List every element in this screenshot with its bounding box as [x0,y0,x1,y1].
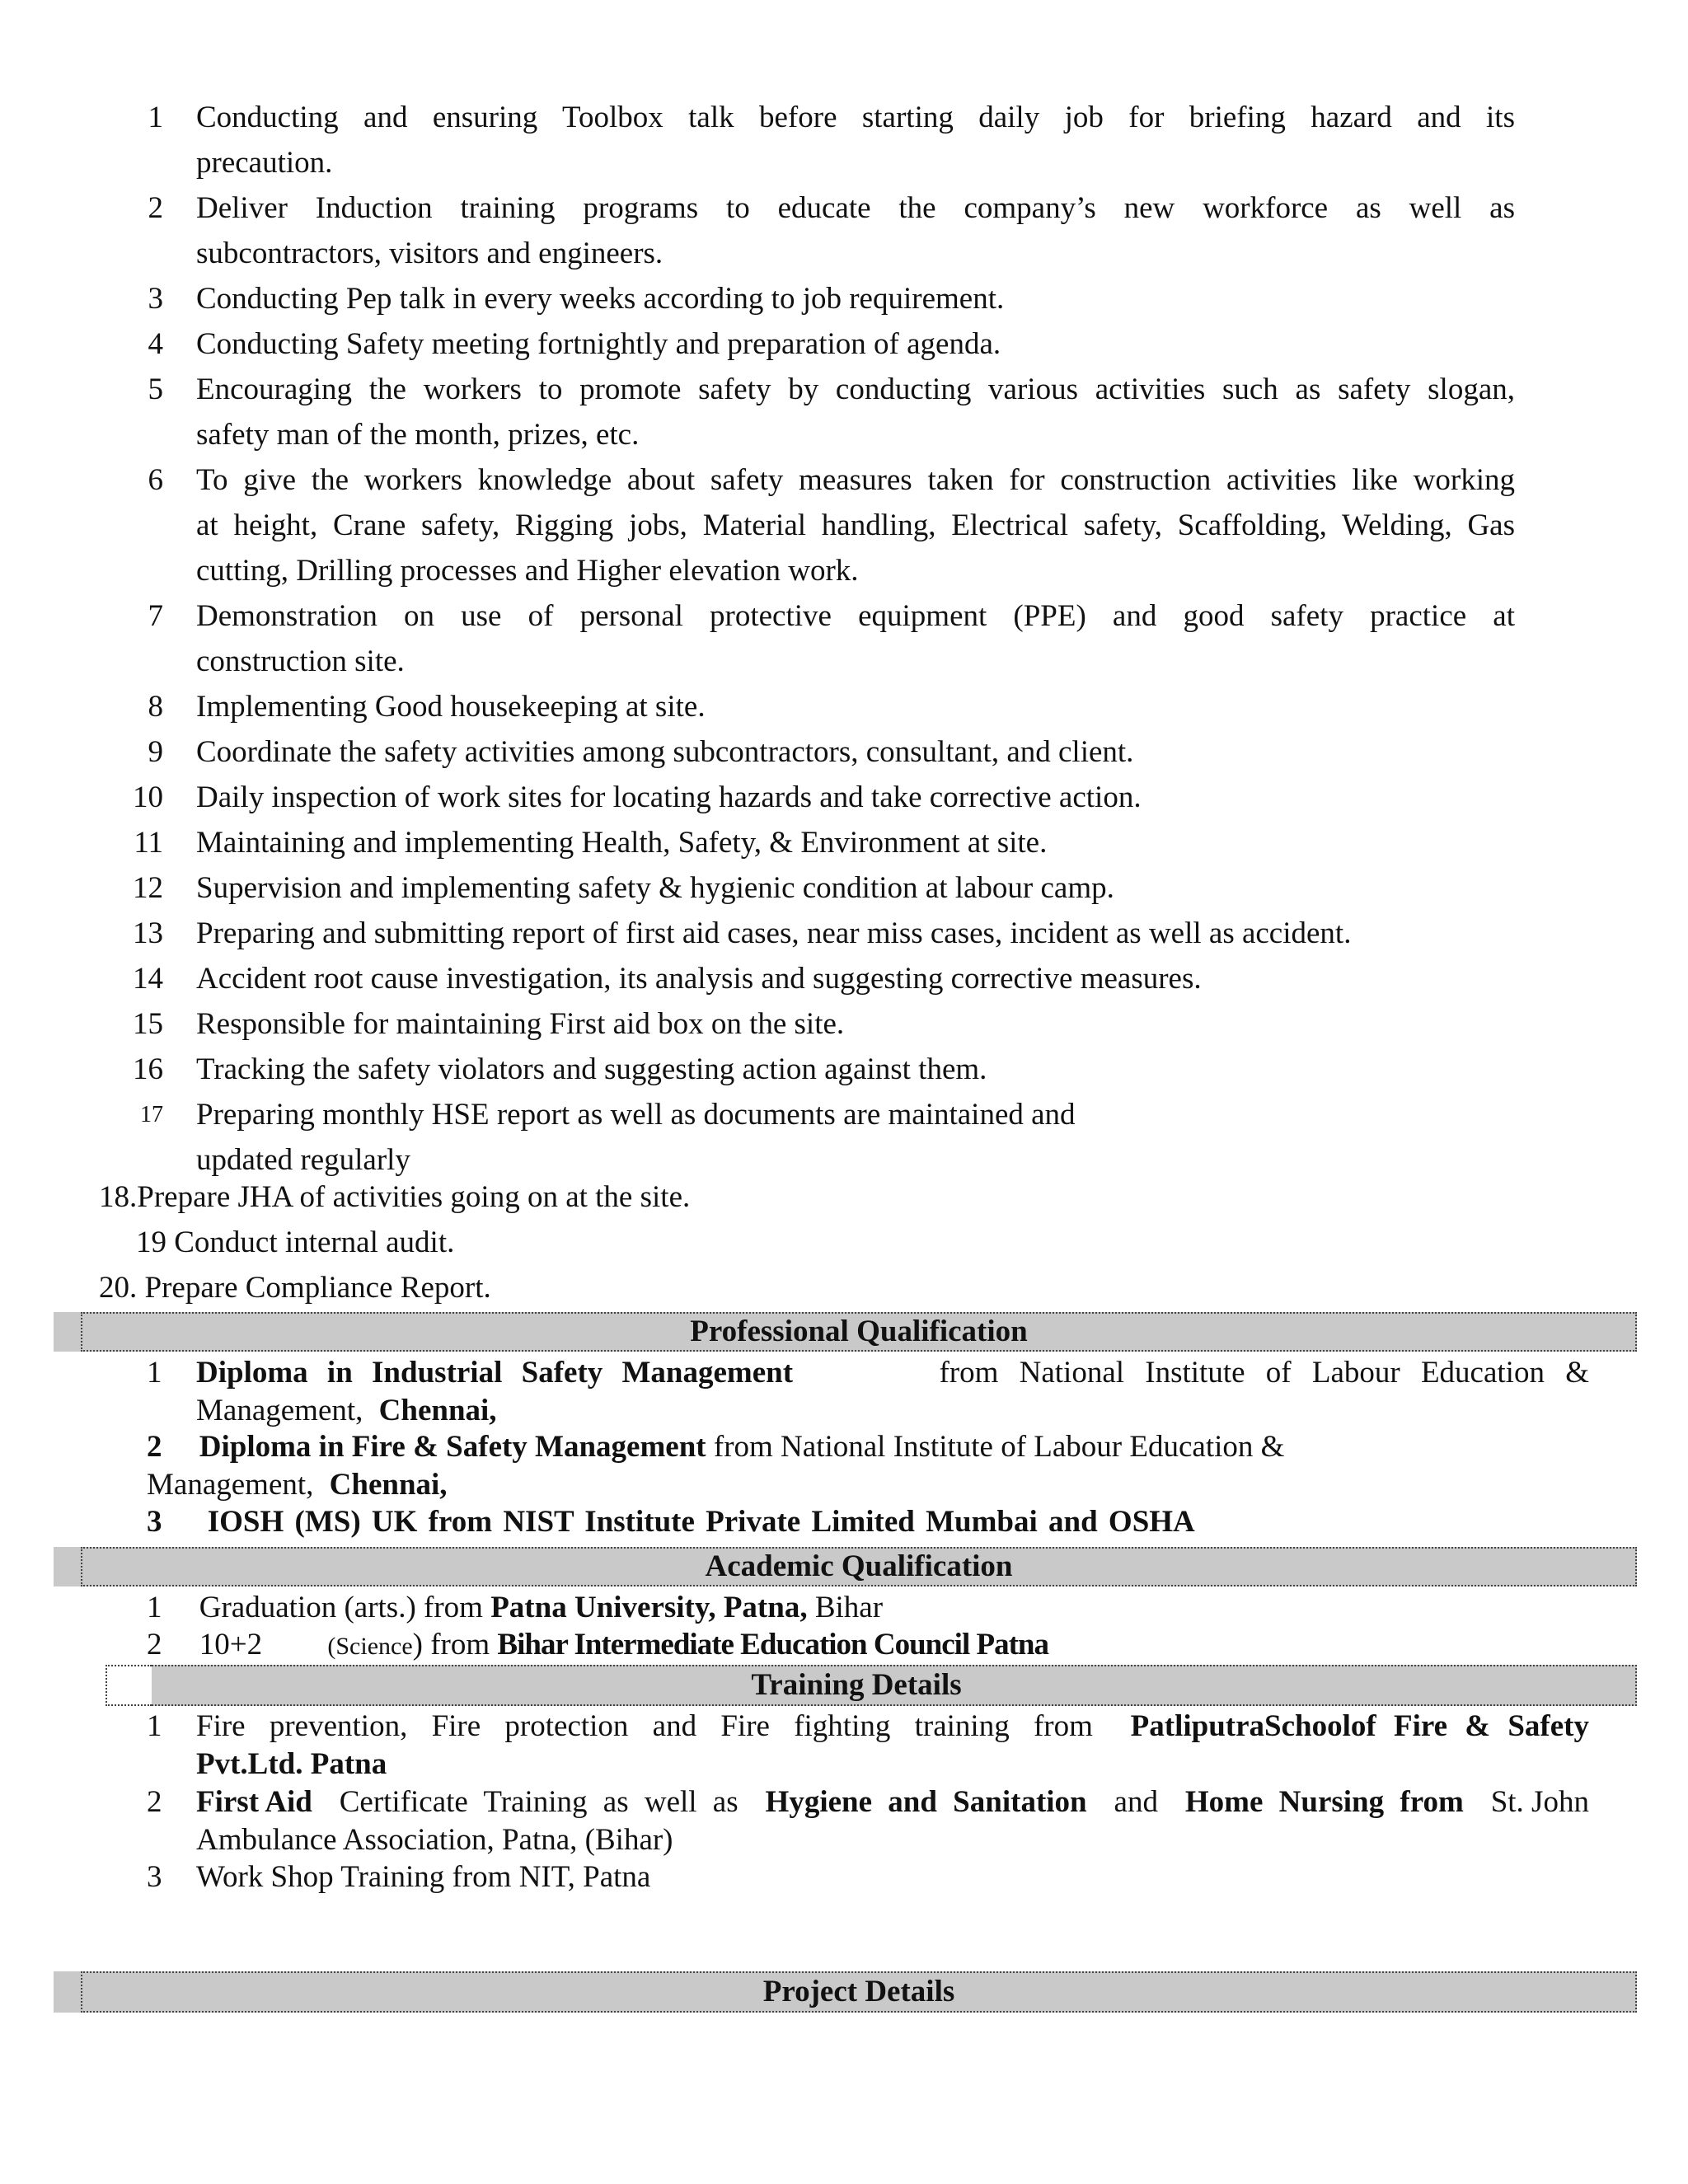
duty-text-line: To give the workers knowledge about safety measures taken for construction activities like working [196,463,1515,497]
prof-item-1-num: 1 [147,1356,162,1390]
prof-item-2-line2-text: Management, [147,1468,314,1502]
acad-item-1-state: Bihar [814,1591,884,1624]
duty-text-line: Preparing monthly HSE report as well as documents are maintained and [196,1098,1076,1132]
prof-item-2-num: 2 [147,1430,162,1464]
acad-item-2-num: 2 [147,1628,162,1661]
duty-text-line: Conducting Pep talk in every weeks according to job requirement. [196,282,1005,316]
acad-item-1-university: Patna University, Patna, [490,1591,808,1624]
train-item-2-provider: St. John [1490,1785,1589,1819]
header-lead-box [106,1665,152,1706]
duty-number: 6 [148,463,163,497]
duty-number: 3 [148,282,163,316]
duty-text-line: safety man of the month, prizes, etc. [196,418,640,452]
duty-item-20: 20. Prepare Compliance Report. [99,1271,491,1305]
duty-text-line: Encouraging the workers to promote safety by conducting various activities such as safety slogan, [196,373,1515,406]
duty-text-line: Tracking the safety violators and suggesting action against them. [196,1052,987,1086]
acad-item-2-board: Bihar Intermediate Education Council Patna [497,1628,1048,1661]
duty-text-line: cutting, Drilling processes and Higher elevation work. [196,554,859,588]
train-item-2-first-aid: First Aid [196,1785,312,1819]
duty-text-line: Maintaining and implementing Health, Safety, & Environment at site. [196,826,1048,860]
duty-text-line: Deliver Induction training programs to educate the company’s new workforce as well as [196,191,1515,225]
duty-text-line: precaution. [196,146,333,180]
duty-number: 5 [148,373,163,406]
section-header-professional [81,1312,1637,1352]
train-item-3-num: 3 [147,1860,162,1894]
train-item-2-hygiene: Hygiene and Sanitation [765,1785,1087,1819]
train-item-3-text: Work Shop Training from NIT, Patna [196,1860,651,1894]
prof-item-3 [147,1503,1195,1541]
section-header-academic [81,1547,1637,1586]
duty-text-line: Demonstration on use of personal protective equipment (PPE) and good safety practice at [196,599,1515,633]
train-item-1-line1 [196,1708,1589,1746]
prof-item-1-line2 [196,1392,497,1430]
prof-item-1-line2-text: Management, [196,1394,363,1427]
duty-number: 11 [134,826,163,860]
acad-item-1-text: Graduation (arts.) from [199,1591,483,1624]
prof-item-3-num: 3 [147,1505,162,1539]
train-item-2-home-nursing: Home Nursing from [1184,1785,1464,1819]
acad-item-2-from: ) from [412,1628,490,1661]
prof-item-1-line1 [196,1354,1589,1392]
acad-item-2-level: 10+2 [199,1628,263,1661]
prof-item-1-city: Chennai, [378,1394,497,1427]
prof-item-2-line2 [147,1466,448,1504]
duty-number: 16 [133,1052,163,1086]
train-item-2-num: 2 [147,1785,162,1819]
train-item-1-num: 1 [147,1709,162,1743]
prof-item-1-source: from National Institute of Labour Education & [939,1356,1589,1390]
train-item-1-text: Fire prevention, Fire protection and Fire fighting training from [196,1709,1093,1743]
header-lead-shade [54,1971,81,2013]
section-header-project [81,1971,1637,2013]
acad-item-1-num: 1 [147,1591,162,1624]
train-item-2-line1 [196,1783,1589,1821]
duty-number: 17 [140,1102,163,1127]
duty-text-line: construction site. [196,644,405,678]
prof-item-3-title: IOSH (MS) UK from NIST Institute Private Limited Mumbai and OSHA [207,1505,1195,1539]
header-lead-shade [54,1312,81,1352]
train-item-2-line2: Ambulance Association, Patna, (Bihar) [196,1823,673,1857]
header-lead-shade [54,1547,81,1586]
duty-number: 13 [133,916,163,950]
train-item-2-text: Certificate Training as well as [339,1785,738,1819]
duty-text-line: Supervision and implementing safety & hygienic condition at labour camp. [196,871,1114,905]
duty-number: 12 [133,871,163,905]
duty-text-line: at height, Crane safety, Rigging jobs, Material handling, Electrical safety, Scaffolding, Welding, Gas [196,509,1515,542]
acad-item-2 [147,1626,1048,1666]
duty-text-line: Conducting Safety meeting fortnightly and preparation of agenda. [196,327,1001,361]
prof-item-2-title: Diploma in Fire & Safety Management [199,1430,706,1464]
duty-text-line: updated regularly [196,1143,410,1177]
prof-item-2-source: from National Institute of Labour Education & [713,1430,1285,1464]
duty-item-18: 18.Prepare JHA of activities going on at the site. [99,1180,691,1214]
duty-item-19: 19 Conduct internal audit. [136,1226,455,1259]
train-item-1-school: PatliputraSchoolof Fire & Safety [1130,1709,1589,1743]
train-item-1-line2 [196,1746,387,1783]
duty-text-line: Responsible for maintaining First aid box on the site. [196,1007,845,1041]
section-header-training [152,1665,1637,1706]
duty-number: 1 [148,101,163,134]
duty-number: 14 [133,962,163,996]
duty-number: 4 [148,327,163,361]
duty-number: 2 [148,191,163,225]
acad-item-2-stream: (Science [327,1633,413,1660]
section-title-training: Training Details [751,1668,962,1702]
duty-number: 15 [133,1007,163,1041]
duty-number: 8 [148,690,163,724]
train-item-1-school-cont: Pvt.Ltd. Patna [196,1747,387,1781]
duty-number: 7 [148,599,163,633]
train-item-2-and: and [1114,1785,1158,1819]
acad-item-1 [147,1589,883,1627]
section-title-professional: Professional Qualification [690,1315,1028,1348]
duty-text-line: Daily inspection of work sites for locating hazards and take corrective action. [196,780,1142,814]
duty-text-line: Coordinate the safety activities among subcontractors, consultant, and client. [196,735,1134,769]
section-title-academic: Academic Qualification [705,1549,1013,1583]
duty-text-line: Preparing and submitting report of first aid cases, near miss cases, incident as well as accident. [196,916,1352,950]
duty-number: 10 [133,780,163,814]
duty-text-line: subcontractors, visitors and engineers. [196,237,663,270]
duty-text-line: Implementing Good housekeeping at site. [196,690,706,724]
prof-item-1-title: Diploma in Industrial Safety Management [196,1356,794,1390]
duty-text-line: Conducting and ensuring Toolbox talk before starting daily job for briefing hazard and its [196,101,1515,134]
prof-item-2-city: Chennai, [329,1468,448,1502]
duty-text-line: Accident root cause investigation, its analysis and suggesting corrective measures. [196,962,1202,996]
duty-number: 9 [148,735,163,769]
section-title-project: Project Details [762,1975,955,2008]
prof-item-2-line1 [147,1428,1284,1466]
